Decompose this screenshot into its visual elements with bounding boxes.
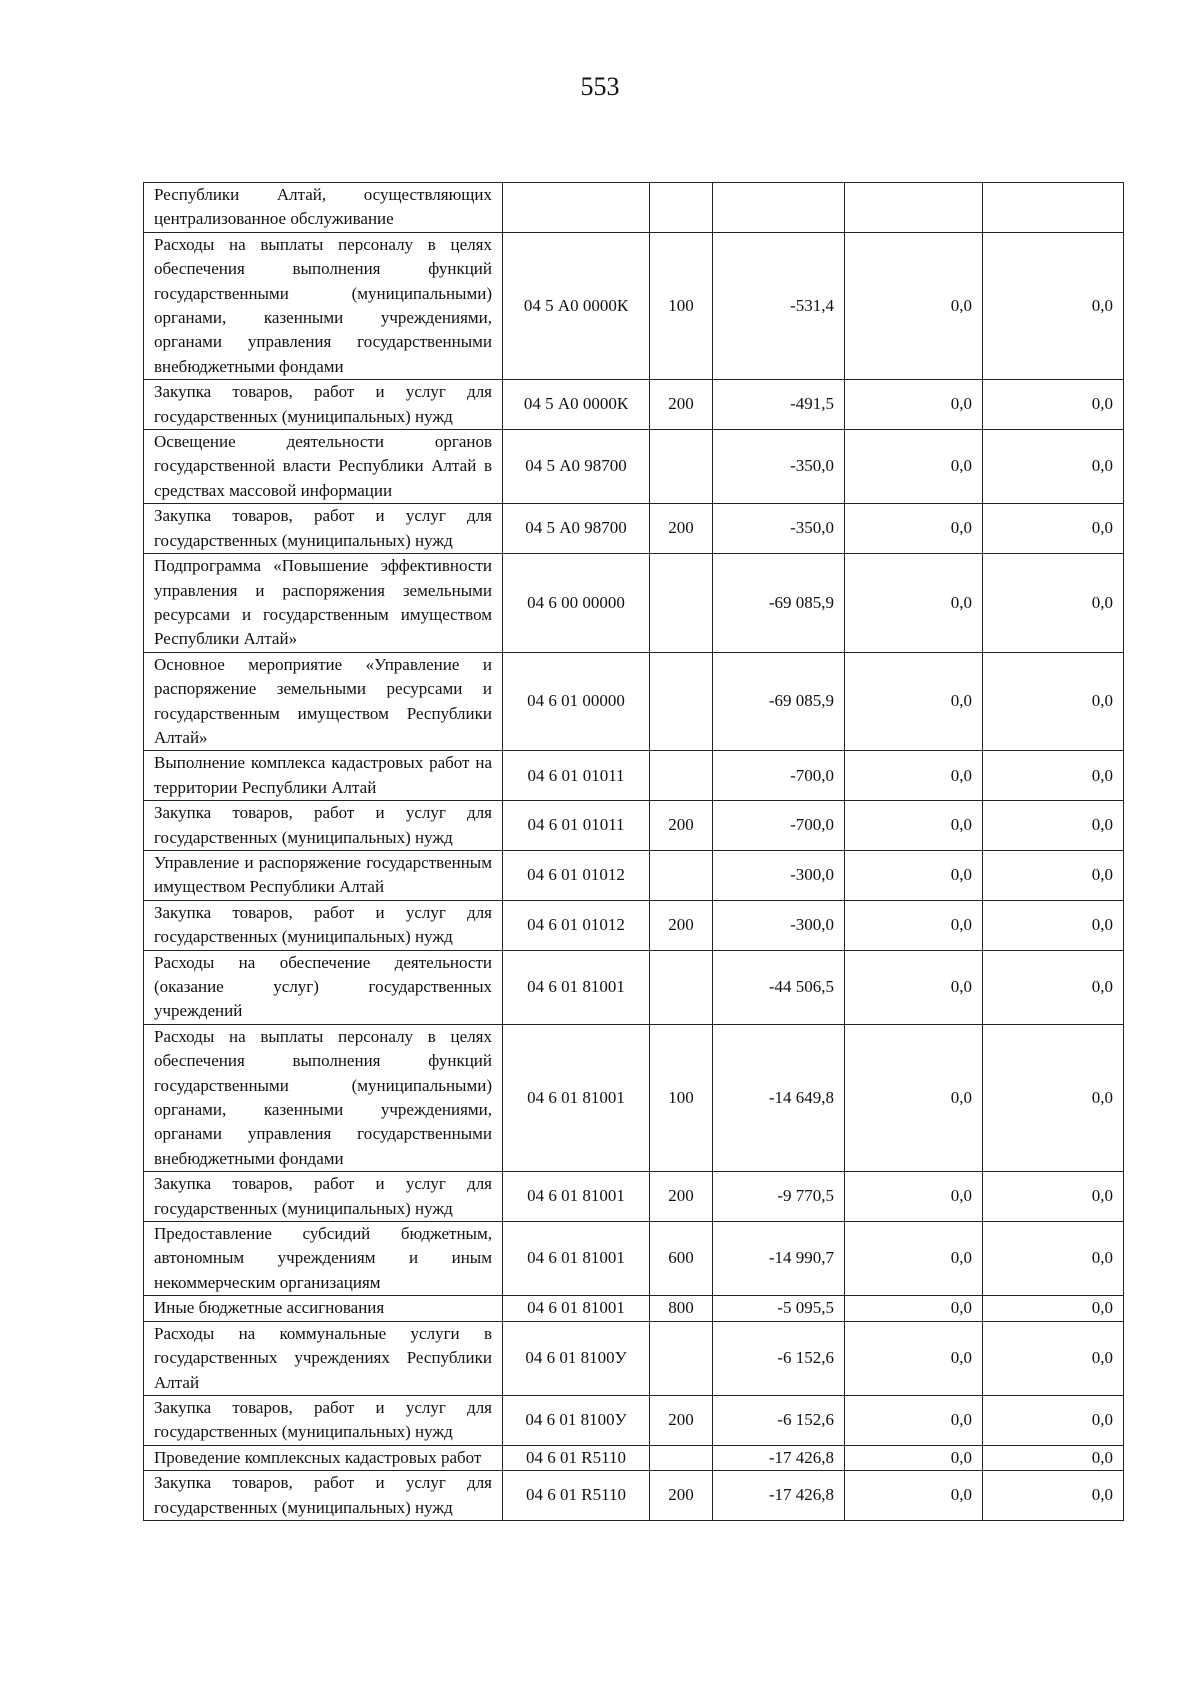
amount-column-1: -700,0 (713, 751, 845, 801)
page-number: 553 (580, 72, 620, 101)
expense-type-code (650, 183, 713, 233)
table-row (144, 1222, 1124, 1296)
row-description: Закупка товаров, работ и услуг для государственных (муниципальных) нужд (144, 380, 503, 430)
amount-column-1: -6 152,6 (713, 1395, 845, 1445)
amount-column-1: -300,0 (713, 900, 845, 950)
amount-column-3: 0,0 (983, 554, 1124, 653)
row-description: Проведение комплексных кадастровых работ (144, 1445, 503, 1470)
amount-column-3: 0,0 (983, 1172, 1124, 1222)
target-article-code: 04 6 01 81001 (503, 1172, 650, 1222)
target-article-code: 04 6 01 01011 (503, 801, 650, 851)
row-description: Закупка товаров, работ и услуг для государственных (муниципальных) нужд (144, 801, 503, 851)
target-article-code: 04 5 А0 98700 (503, 430, 650, 504)
amount-column-3: 0,0 (983, 1024, 1124, 1171)
expense-type-code (650, 850, 713, 900)
row-description: Предоставление субсидий бюджетным, автономным учреждениям и иным некоммерческим организациям (144, 1222, 503, 1296)
row-description: Основное мероприятие «Управление и распоряжение земельными ресурсами и государственным имуществом Республики Алтай» (144, 652, 503, 751)
amount-column-1: -14 649,8 (713, 1024, 845, 1171)
amount-column-2: 0,0 (845, 1222, 983, 1296)
table-row (144, 1445, 1124, 1470)
budget-table (143, 182, 1124, 1521)
table-row (144, 1395, 1124, 1445)
table-row (144, 1296, 1124, 1321)
amount-column-3: 0,0 (983, 380, 1124, 430)
expense-type-code (650, 430, 713, 504)
amount-column-3: 0,0 (983, 801, 1124, 851)
target-article-code: 04 6 01 8100У (503, 1321, 650, 1395)
amount-column-1 (713, 183, 845, 233)
expense-type-code (650, 1445, 713, 1470)
row-description: Закупка товаров, работ и услуг для государственных (муниципальных) нужд (144, 504, 503, 554)
amount-column-2: 0,0 (845, 950, 983, 1024)
amount-column-1: -14 990,7 (713, 1222, 845, 1296)
amount-column-1: -531,4 (713, 232, 845, 379)
target-article-code: 04 6 01 01012 (503, 850, 650, 900)
target-article-code: 04 6 01 R5110 (503, 1471, 650, 1521)
amount-column-2: 0,0 (845, 1024, 983, 1171)
amount-column-2: 0,0 (845, 1395, 983, 1445)
target-article-code (503, 183, 650, 233)
row-description: Расходы на коммунальные услуги в государственных учреждениях Республики Алтай (144, 1321, 503, 1395)
amount-column-3: 0,0 (983, 1296, 1124, 1321)
table-row (144, 554, 1124, 653)
table-row (144, 232, 1124, 379)
table-row (144, 1024, 1124, 1171)
amount-column-1: -300,0 (713, 850, 845, 900)
amount-column-1: -350,0 (713, 430, 845, 504)
amount-column-1: -700,0 (713, 801, 845, 851)
row-description: Закупка товаров, работ и услуг для государственных (муниципальных) нужд (144, 1172, 503, 1222)
target-article-code: 04 6 01 R5110 (503, 1445, 650, 1470)
expense-type-code: 200 (650, 504, 713, 554)
amount-column-2: 0,0 (845, 801, 983, 851)
amount-column-2: 0,0 (845, 652, 983, 751)
target-article-code: 04 6 01 01012 (503, 900, 650, 950)
table-row (144, 1471, 1124, 1521)
amount-column-2: 0,0 (845, 1445, 983, 1470)
amount-column-1: -350,0 (713, 504, 845, 554)
row-description: Расходы на выплаты персоналу в целях обеспечения выполнения функций государственными (муниципальными) органами, казенными учреждениями, органами управления государственными внебюджетными фондами (144, 232, 503, 379)
amount-column-2: 0,0 (845, 1296, 983, 1321)
table-row (144, 652, 1124, 751)
amount-column-1: -9 770,5 (713, 1172, 845, 1222)
expense-type-code: 200 (650, 801, 713, 851)
row-description: Выполнение комплекса кадастровых работ на территории Республики Алтай (144, 751, 503, 801)
amount-column-2: 0,0 (845, 1321, 983, 1395)
target-article-code: 04 6 01 8100У (503, 1395, 650, 1445)
amount-column-1: -17 426,8 (713, 1471, 845, 1521)
table-row (144, 801, 1124, 851)
table-row (144, 183, 1124, 233)
expense-type-code: 200 (650, 1471, 713, 1521)
table-row (144, 950, 1124, 1024)
expense-type-code (650, 652, 713, 751)
amount-column-2: 0,0 (845, 1471, 983, 1521)
target-article-code: 04 5 А0 0000К (503, 380, 650, 430)
target-article-code: 04 5 А0 0000К (503, 232, 650, 379)
expense-type-code: 200 (650, 380, 713, 430)
table-row (144, 504, 1124, 554)
amount-column-3: 0,0 (983, 900, 1124, 950)
expense-type-code: 100 (650, 1024, 713, 1171)
amount-column-3: 0,0 (983, 232, 1124, 379)
row-description: Подпрограмма «Повышение эффективности управления и распоряжения земельными ресурсами и государственным имуществом Республики Алтай» (144, 554, 503, 653)
target-article-code: 04 6 01 01011 (503, 751, 650, 801)
target-article-code: 04 6 01 00000 (503, 652, 650, 751)
row-description: Республики Алтай, осуществляющих централизованное обслуживание (144, 183, 503, 233)
row-description: Освещение деятельности органов государственной власти Республики Алтай в средствах массовой информации (144, 430, 503, 504)
row-description: Расходы на выплаты персоналу в целях обеспечения выполнения функций государственными (муниципальными) органами, казенными учреждениями, органами управления государственными внебюджетными фондами (144, 1024, 503, 1171)
table-row (144, 751, 1124, 801)
row-description: Управление и распоряжение государственным имуществом Республики Алтай (144, 850, 503, 900)
amount-column-3: 0,0 (983, 430, 1124, 504)
table-row (144, 1321, 1124, 1395)
amount-column-3: 0,0 (983, 1321, 1124, 1395)
expense-type-code: 200 (650, 1172, 713, 1222)
expense-type-code (650, 1321, 713, 1395)
row-description: Закупка товаров, работ и услуг для государственных (муниципальных) нужд (144, 900, 503, 950)
amount-column-3: 0,0 (983, 1471, 1124, 1521)
row-description: Закупка товаров, работ и услуг для государственных (муниципальных) нужд (144, 1395, 503, 1445)
amount-column-3: 0,0 (983, 1395, 1124, 1445)
amount-column-3: 0,0 (983, 751, 1124, 801)
amount-column-3: 0,0 (983, 504, 1124, 554)
amount-column-1: -17 426,8 (713, 1445, 845, 1470)
amount-column-2: 0,0 (845, 850, 983, 900)
amount-column-3: 0,0 (983, 1222, 1124, 1296)
target-article-code: 04 6 01 81001 (503, 950, 650, 1024)
amount-column-1: -5 095,5 (713, 1296, 845, 1321)
amount-column-1: -6 152,6 (713, 1321, 845, 1395)
target-article-code: 04 6 00 00000 (503, 554, 650, 653)
amount-column-3 (983, 183, 1124, 233)
amount-column-2: 0,0 (845, 380, 983, 430)
amount-column-2: 0,0 (845, 1172, 983, 1222)
table-row (144, 1172, 1124, 1222)
amount-column-3: 0,0 (983, 950, 1124, 1024)
target-article-code: 04 6 01 81001 (503, 1296, 650, 1321)
amount-column-2: 0,0 (845, 751, 983, 801)
amount-column-2: 0,0 (845, 232, 983, 379)
amount-column-2: 0,0 (845, 430, 983, 504)
amount-column-1: -69 085,9 (713, 652, 845, 751)
expense-type-code: 200 (650, 1395, 713, 1445)
expense-type-code: 600 (650, 1222, 713, 1296)
target-article-code: 04 5 А0 98700 (503, 504, 650, 554)
table-row (144, 850, 1124, 900)
amount-column-1: -491,5 (713, 380, 845, 430)
target-article-code: 04 6 01 81001 (503, 1024, 650, 1171)
table-row (144, 900, 1124, 950)
table-row (144, 380, 1124, 430)
row-description: Иные бюджетные ассигнования (144, 1296, 503, 1321)
expense-type-code: 100 (650, 232, 713, 379)
amount-column-3: 0,0 (983, 652, 1124, 751)
expense-type-code (650, 950, 713, 1024)
amount-column-1: -69 085,9 (713, 554, 845, 653)
table-row (144, 430, 1124, 504)
expense-type-code: 200 (650, 900, 713, 950)
expense-type-code (650, 751, 713, 801)
amount-column-2: 0,0 (845, 900, 983, 950)
amount-column-3: 0,0 (983, 1445, 1124, 1470)
amount-column-2: 0,0 (845, 554, 983, 653)
expense-type-code: 800 (650, 1296, 713, 1321)
target-article-code: 04 6 01 81001 (503, 1222, 650, 1296)
row-description: Расходы на обеспечение деятельности (оказание услуг) государственных учреждений (144, 950, 503, 1024)
amount-column-2: 0,0 (845, 504, 983, 554)
amount-column-1: -44 506,5 (713, 950, 845, 1024)
amount-column-3: 0,0 (983, 850, 1124, 900)
expense-type-code (650, 554, 713, 653)
row-description: Закупка товаров, работ и услуг для государственных (муниципальных) нужд (144, 1471, 503, 1521)
amount-column-2 (845, 183, 983, 233)
